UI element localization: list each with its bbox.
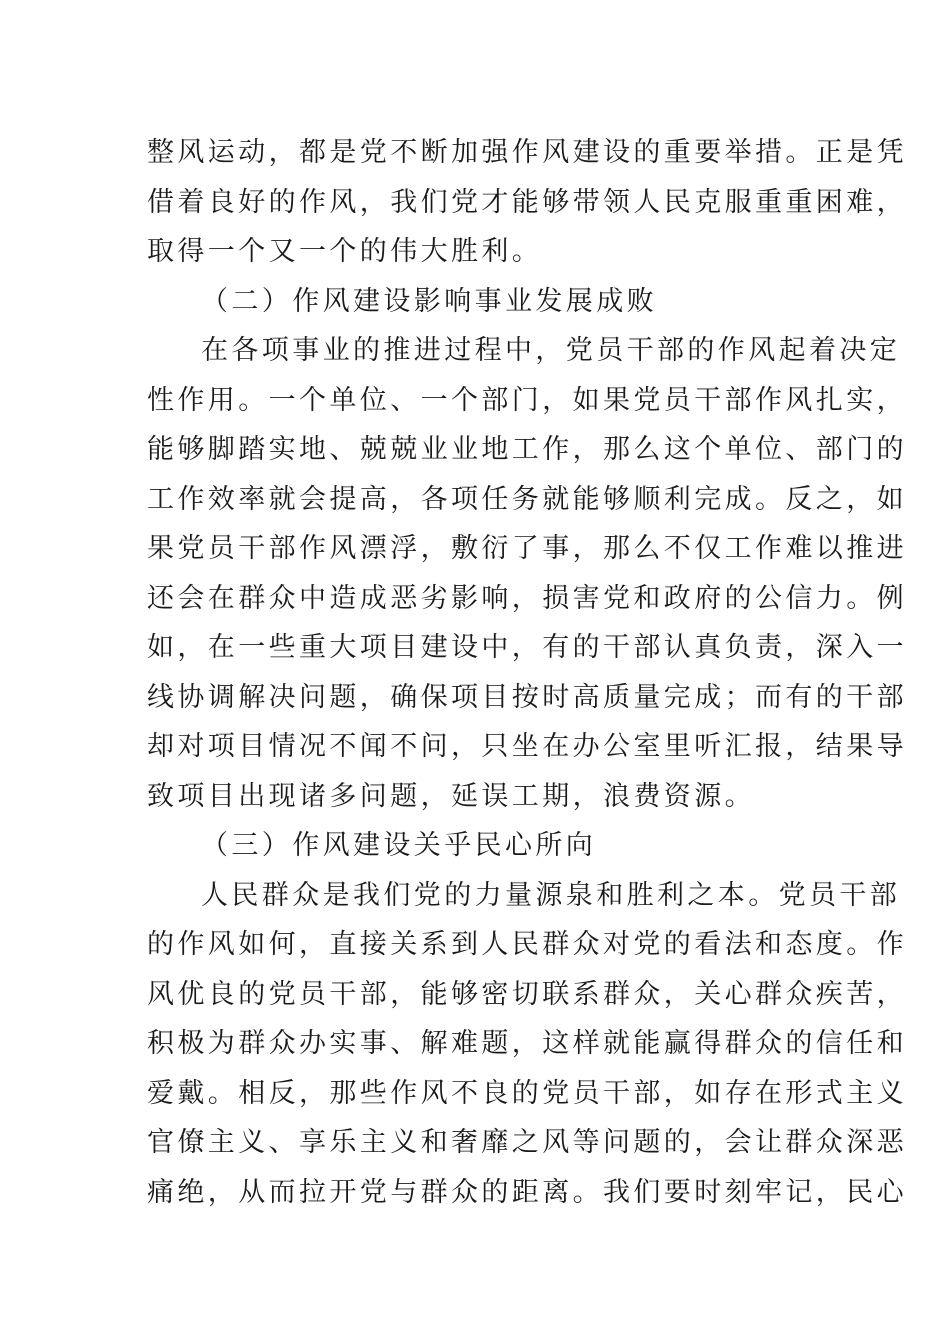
text-line: 爱戴。相反，那些作风不良的党员干部，如存在形式主义: [147, 1077, 907, 1109]
text-line: 借着良好的作风，我们党才能够带领人民克服重重困难，: [147, 186, 907, 218]
text-line: 风优良的党员干部，能够密切联系群众，关心群众疾苦，: [147, 978, 907, 1010]
text-line: 果党员干部作风漂浮，敷衍了事，那么不仅工作难以推进: [147, 533, 907, 564]
text-line: 工作效率就会提高，各项任务就能够顺利完成。反之，如: [147, 483, 907, 515]
text-line: 如，在一些重大项目建设中，有的干部认真负责，深入一: [147, 632, 907, 663]
text-line: 取得一个又一个的伟大胜利。: [147, 236, 543, 267]
text-line: 致项目出现诸多问题，延误工期，浪费资源。: [147, 780, 755, 812]
section-heading: （三）作风建设关乎民心所向: [201, 830, 597, 861]
text-line: 性作用。一个单位、一个部门，如果党员干部作风扎实，: [147, 384, 907, 416]
text-line: 线协调解决问题，确保项目按时高质量完成；而有的干部: [147, 681, 907, 713]
text-line: 积极为群众办实事、解难题，这样就能赢得群众的信任和: [147, 1028, 907, 1059]
text-line: 还会在群众中造成恶劣影响，损害党和政府的公信力。例: [147, 582, 907, 614]
document-body: [147, 128, 907, 1217]
text-line: 的作风如何，直接关系到人民群众对党的看法和态度。作: [147, 929, 907, 960]
paragraph-start-line: 人民群众是我们党的力量源泉和胜利之本。党员干部: [201, 879, 901, 911]
text-line: 整风运动，都是党不断加强作风建设的重要举措。正是凭: [147, 137, 907, 168]
section-heading: （二）作风建设影响事业发展成败: [201, 285, 657, 317]
text-line: 官僚主义、享乐主义和奢靡之风等问题的，会让群众深恶: [147, 1127, 907, 1158]
text-line: 能够脚踏实地、兢兢业业地工作，那么这个单位、部门的: [147, 434, 907, 465]
paragraph-start-line: 在各项事业的推进过程中，党员干部的作风起着决定: [201, 335, 901, 366]
text-line: 痛绝，从而拉开党与群众的距离。我们要时刻牢记，民心: [147, 1176, 907, 1208]
text-line: 却对项目情况不闻不问，只坐在办公室里听汇报，结果导: [147, 731, 907, 762]
